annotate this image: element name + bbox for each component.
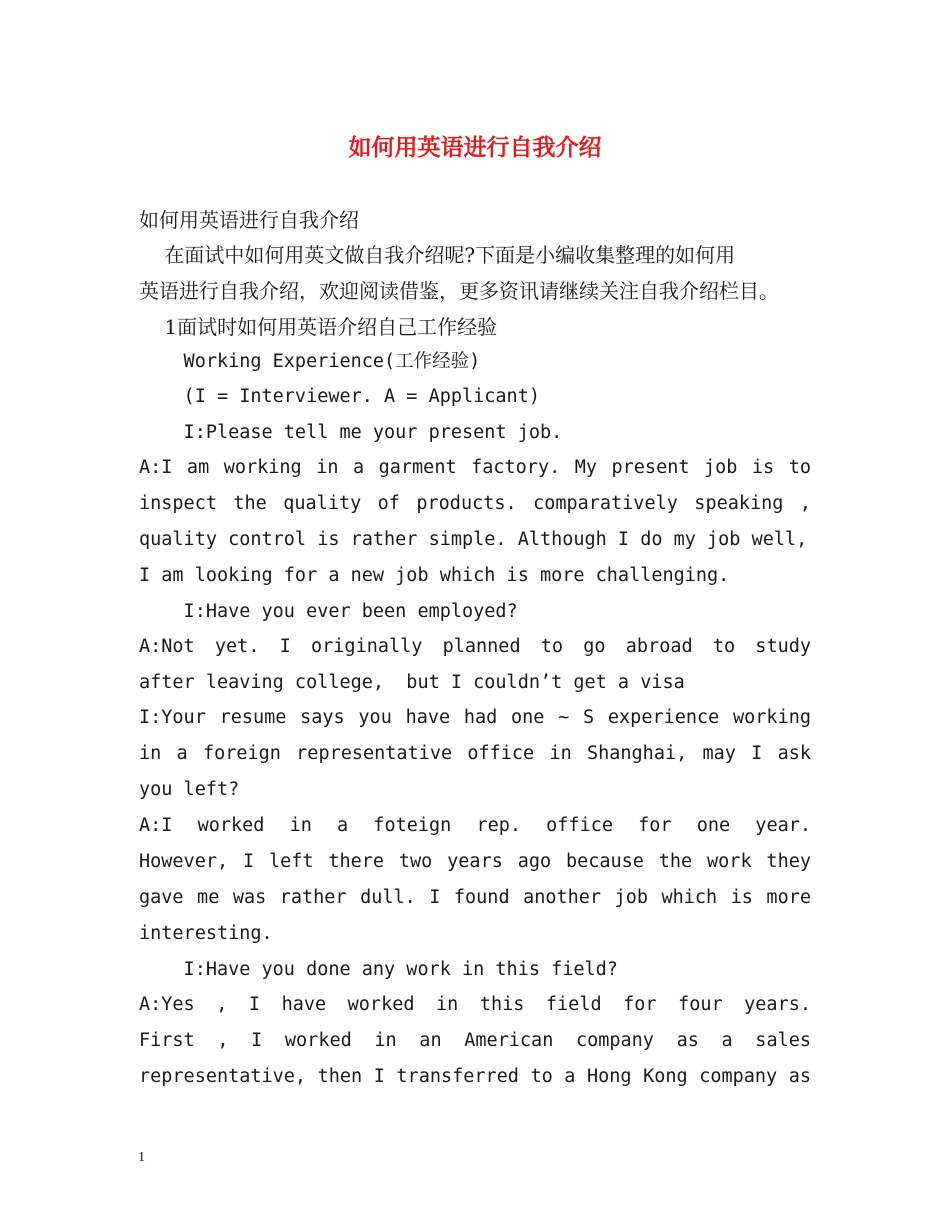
paragraph-line: A:Not yet. I originally planned to go abroad to study [139, 636, 811, 657]
page-number: 1 [138, 1150, 145, 1165]
paragraph-line: I:Have you done any work in this field? [139, 959, 618, 980]
paragraph-line: in a foreign representative office in Shanghai, may I ask [139, 743, 811, 764]
paragraph-line: First , I worked in an American company as a sales [139, 1030, 811, 1051]
paragraph-line: after leaving college, but I couldn’t get a visa [139, 672, 685, 693]
paragraph-line: A:I worked in a foteign rep. office for one year. [139, 815, 811, 836]
paragraph-line: A:I am working in a garment factory. My present job is to [139, 457, 811, 478]
paragraph-line: 如何用英语进行自我介绍 [139, 208, 359, 232]
paragraph-line: 英语进行自我介绍，欢迎阅读借鉴，更多资讯请继续关注自我介绍栏目。 [139, 279, 779, 303]
paragraph-line: representative, then I transferred to a Hong Kong company as [139, 1066, 811, 1087]
paragraph-line: I:Your resume says you have had one ~ S experience working [139, 707, 811, 728]
paragraph-line: I am looking for a new job which is more challenging. [139, 565, 730, 586]
paragraph-line: A:Yes , I have worked in this field for four years. [139, 994, 811, 1015]
paragraph-line: interesting. [139, 923, 273, 944]
paragraph-line: I:Please tell me your present job. [139, 422, 563, 443]
paragraph-line: inspect the quality of products. comparatively speaking , [139, 493, 811, 514]
paragraph-line: you left? [139, 779, 240, 800]
document-title: 如何用英语进行自我介绍 [348, 134, 602, 161]
paragraph-line: However, I left there two years ago because the work they [139, 851, 811, 872]
paragraph-line: 在面试中如何用英文做自我介绍呢?下面是小编收集整理的如何用 [139, 243, 736, 267]
paragraph-line: (I = Interviewer. A = Applicant) [139, 386, 540, 407]
paragraph-line: Working Experience(工作经验) [139, 351, 481, 372]
paragraph-line: quality control is rather simple. Although I do my job well, [139, 529, 808, 550]
paragraph-line: 1面试时如何用英语介绍自己工作经验 [139, 315, 498, 339]
paragraph-line: I:Have you ever been employed? [139, 601, 518, 622]
paragraph-line: gave me was rather dull. I found another job which is more [139, 887, 811, 908]
